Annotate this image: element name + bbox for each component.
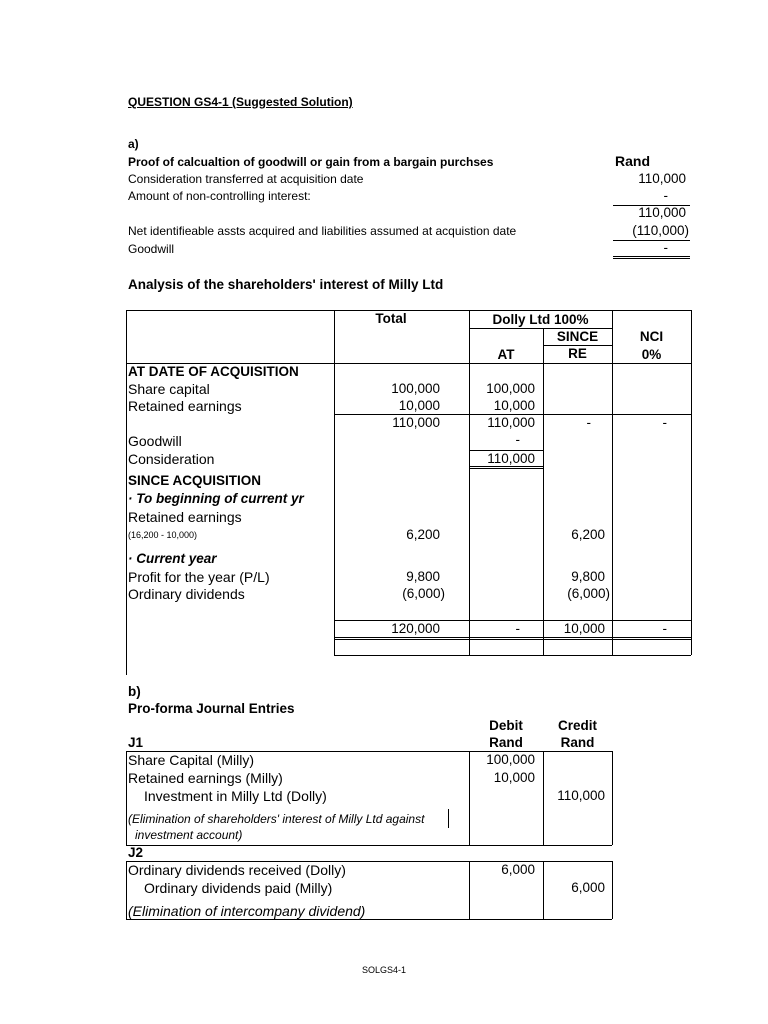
grand-total-nci: -	[662, 621, 667, 636]
consideration-row-at: 110,000	[487, 451, 535, 466]
share-capital-at: 100,000	[486, 381, 535, 396]
dividends-label: Ordinary dividends	[128, 586, 245, 602]
credit-header-line2: Rand	[560, 735, 595, 750]
part-b-label: b)	[128, 684, 141, 699]
since-acquisition-heading: SINCE ACQUISITION	[128, 473, 262, 488]
j2-bottom-border	[126, 919, 612, 920]
j2-right-border	[612, 861, 613, 919]
goodwill-value: -	[663, 240, 668, 255]
grand-total-rule-2	[334, 639, 691, 640]
j1-line-1-debit: 100,000	[486, 752, 535, 767]
header-nci: NCI	[639, 329, 664, 344]
share-capital-label: Share capital	[128, 381, 210, 397]
part-a-subtotal-value: 110,000	[638, 205, 686, 220]
j1-line-2-account: Retained earnings (Milly)	[128, 770, 283, 786]
analysis-title: Analysis of the shareholders' interest of Milly Ltd	[128, 277, 444, 292]
header-at: AT	[497, 347, 515, 362]
retained-earnings-at: 10,000	[493, 398, 535, 413]
consideration-double-rule-1	[469, 466, 543, 467]
part-a-label: a)	[128, 137, 139, 151]
goodwill-proof-heading: Proof of calcualtion of goodwill or gain from a bargain purchses	[128, 155, 494, 169]
j1-label: J1	[128, 735, 144, 750]
j1-left-border	[126, 751, 127, 845]
j1-line-1-account: Share Capital (Milly)	[128, 752, 255, 768]
re-since-label: Retained earnings	[128, 509, 242, 525]
goodwill-row-label: Goodwill	[128, 433, 182, 449]
subtotal-since: -	[586, 415, 591, 430]
re-since-note: (16,200 - 10,000)	[128, 530, 198, 540]
dividends-since: (6,000)	[567, 586, 610, 601]
profit-since: 9,800	[571, 569, 605, 584]
re-since-since: 6,200	[571, 527, 605, 542]
table-left-border	[126, 310, 127, 675]
subtotal-nci: -	[662, 415, 667, 430]
at-date-heading: AT DATE OF ACQUISITION	[128, 364, 299, 379]
header-total: Total	[375, 311, 407, 326]
re-since-total: 6,200	[406, 527, 440, 542]
header-dolly: Dolly Ltd 100%	[492, 312, 589, 327]
retained-earnings-label: Retained earnings	[128, 398, 242, 414]
nci-amount-label: Amount of non-controlling interest:	[128, 189, 311, 203]
grand-total-rule-1	[334, 637, 691, 638]
goodwill-double-rule-1	[613, 256, 690, 257]
net-assets-label: Net identifieable assts acquired and liabilities assumed at acquistion date	[128, 224, 517, 238]
j1-narration-line2: investment account)	[135, 828, 243, 842]
consideration-label: Consideration transferred at acquisition date	[128, 172, 364, 186]
col-divider-total	[334, 310, 335, 655]
consideration-value: 110,000	[638, 171, 686, 186]
credit-header-line1: Credit	[557, 718, 597, 733]
j2-narration: (Elimination of intercompany dividend)	[128, 903, 366, 919]
j1-bottom-border	[126, 845, 612, 846]
header-nci-percent: 0%	[641, 347, 662, 362]
j1-right-border	[612, 751, 613, 845]
rand-currency-header: Rand	[615, 153, 650, 169]
goodwill-label: Goodwill	[128, 242, 175, 256]
consideration-row-label: Consideration	[128, 451, 215, 467]
document-title: QUESTION GS4-1 (Suggested Solution)	[128, 95, 353, 109]
j1-narration-line1: (Elimination of shareholders' interest of Milly Ltd against	[128, 812, 425, 826]
j2-left-border	[126, 861, 127, 919]
net-assets-value: (110,000)	[632, 223, 689, 238]
nci-amount-value: -	[663, 188, 668, 203]
j2-label: J2	[128, 845, 144, 860]
debit-header-line2: Rand	[489, 735, 523, 750]
subtotal-at: 110,000	[487, 415, 535, 430]
col-divider-since	[543, 328, 544, 655]
goodwill-row-at: -	[515, 432, 520, 447]
to-beginning-subheading: · To beginning of current yr	[128, 491, 304, 506]
header-re: RE	[568, 346, 587, 361]
dividends-total: (6,000)	[402, 586, 445, 601]
j1-cursor-mark	[448, 809, 449, 828]
profit-label: Profit for the year (P/L)	[128, 569, 270, 585]
page-footer: SOLGS4-1	[362, 965, 407, 975]
header-since: SINCE	[556, 329, 599, 344]
j1-line-3-credit: 110,000	[557, 788, 605, 803]
current-year-subheading: · Current year	[128, 551, 217, 566]
share-capital-total: 100,000	[391, 381, 440, 396]
consideration-double-rule-2	[469, 468, 543, 469]
grand-total-total: 120,000	[391, 621, 440, 636]
j2-line-1-debit: 6,000	[501, 862, 535, 877]
debit-header-line1: Debit	[489, 718, 523, 733]
grand-total-since: 10,000	[563, 621, 605, 636]
j2-line-2-credit: 6,000	[571, 880, 605, 895]
j1-line-2-debit: 10,000	[493, 770, 535, 785]
journal-entries-heading: Pro-forma Journal Entries	[128, 701, 295, 716]
retained-earnings-total: 10,000	[398, 398, 440, 413]
profit-total: 9,800	[406, 569, 440, 584]
j1-line-3-account: Investment in Milly Ltd (Dolly)	[144, 788, 327, 804]
goodwill-double-rule-2	[613, 258, 690, 259]
table-right-border	[691, 310, 692, 655]
j2-line-1-account: Ordinary dividends received (Dolly)	[128, 862, 346, 878]
subtotal-total: 110,000	[392, 415, 440, 430]
j2-line-2-account: Ordinary dividends paid (Milly)	[144, 880, 333, 896]
table-bottom-border	[334, 655, 691, 656]
grand-total-at: -	[515, 621, 520, 636]
